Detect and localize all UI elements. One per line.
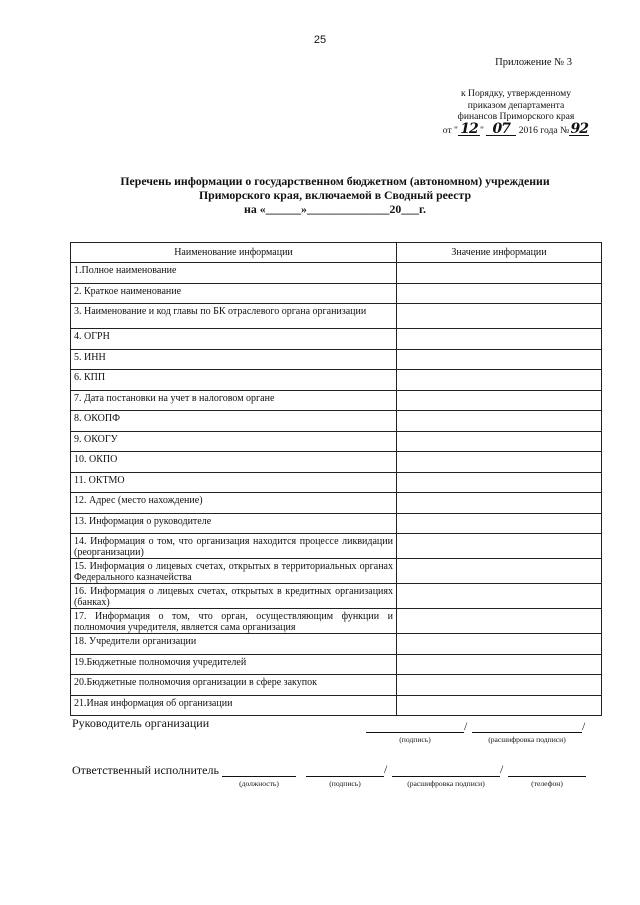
info-name-cell: 5. ИНН xyxy=(71,349,397,370)
head-label: Руководитель организации xyxy=(72,716,210,730)
info-name-cell: 14. Информация о том, что организация находится процессе ликвидации (реорганизации) xyxy=(71,534,397,559)
table-row xyxy=(71,634,602,655)
table-row xyxy=(71,654,602,675)
head-slash-1: / xyxy=(464,719,468,733)
info-value-cell[interactable] xyxy=(397,283,602,304)
info-name-cell: 1.Полное наименование xyxy=(71,263,397,284)
executor-signature-caption: (подпись) xyxy=(329,779,361,788)
table-row xyxy=(71,329,602,350)
executor-position-caption: (должность) xyxy=(239,779,279,788)
table-row xyxy=(71,283,602,304)
info-value-cell[interactable] xyxy=(397,431,602,452)
table-header-row xyxy=(71,243,602,263)
info-name-cell: 3. Наименование и код главы по БК отраслевого органа организации xyxy=(71,304,397,329)
approval-date-sep: " xyxy=(479,124,484,136)
executor-slash-1: / xyxy=(384,762,388,776)
info-value-cell[interactable] xyxy=(397,263,602,284)
info-value-cell[interactable] xyxy=(397,452,602,473)
executor-position-line[interactable] xyxy=(222,776,296,777)
head-decoding-caption: (расшифровка подписи) xyxy=(488,735,566,744)
executor-label: Ответственный исполнитель xyxy=(72,763,219,777)
info-name-cell: 18. Учредители организации xyxy=(71,634,397,655)
head-decoding-line[interactable] xyxy=(472,732,582,733)
approval-date-line xyxy=(440,120,592,137)
info-name-cell: 20.Бюджетные полномочия организации в сфере закупок xyxy=(71,675,397,696)
info-value-cell[interactable] xyxy=(397,329,602,350)
info-value-cell[interactable] xyxy=(397,654,602,675)
table-row xyxy=(71,513,602,534)
info-value-cell[interactable] xyxy=(397,513,602,534)
info-name-cell: 16. Информация о лицевых счетах, открытых в кредитных организациях (банках) xyxy=(71,584,397,609)
header-info-value: Значение информации xyxy=(397,243,602,263)
executor-slash-2: / xyxy=(500,762,504,776)
head-signature-caption: (подпись) xyxy=(399,735,431,744)
approval-month: 07 xyxy=(486,123,516,136)
approval-year: 2016 года № xyxy=(518,124,570,136)
info-name-cell: 2. Краткое наименование xyxy=(71,283,397,304)
table-row xyxy=(71,411,602,432)
info-name-cell: 15. Информация о лицевых счетах, открытых в территориальных органах Федерального казначейства xyxy=(71,559,397,584)
info-value-cell[interactable] xyxy=(397,370,602,391)
info-name-cell: 7. Дата постановки на учет в налоговом органе xyxy=(71,390,397,411)
info-name-cell: 4. ОГРН xyxy=(71,329,397,350)
info-name-cell: 11. ОКТМО xyxy=(71,472,397,493)
approval-number: 92 xyxy=(570,120,588,137)
executor-signature-line[interactable] xyxy=(306,776,384,777)
table-row xyxy=(71,263,602,284)
info-value-cell[interactable] xyxy=(397,559,602,584)
document-title xyxy=(110,174,560,216)
approval-line-2: приказом департамента xyxy=(467,99,565,111)
executor-phone-line[interactable] xyxy=(508,776,586,777)
info-value-cell[interactable] xyxy=(397,411,602,432)
info-value-cell[interactable] xyxy=(397,390,602,411)
info-name-cell: 12. Адрес (место нахождение) xyxy=(71,493,397,514)
approval-block xyxy=(440,88,592,136)
table-row xyxy=(71,675,602,696)
info-name-cell: 8. ОКОПФ xyxy=(71,411,397,432)
info-value-cell[interactable] xyxy=(397,675,602,696)
head-slash-2: / xyxy=(582,719,586,733)
table-row xyxy=(71,349,602,370)
table-row xyxy=(71,390,602,411)
info-value-cell[interactable] xyxy=(397,349,602,370)
table-row xyxy=(71,370,602,391)
information-table xyxy=(70,242,602,716)
table-row xyxy=(71,472,602,493)
table-row xyxy=(71,431,602,452)
info-name-cell: 13. Информация о руководителе xyxy=(71,513,397,534)
approval-date-prefix: от " xyxy=(442,124,458,136)
approval-line-1: к Порядку, утвержденному xyxy=(460,88,572,99)
header-info-name: Наименование информации xyxy=(71,243,397,263)
info-name-cell: 6. КПП xyxy=(71,370,397,391)
table-row xyxy=(71,493,602,514)
title-line-2: Приморского края, включаемой в Сводный реестр xyxy=(198,188,472,202)
table-row xyxy=(71,304,602,329)
info-name-cell: 19.Бюджетные полномочия учредителей xyxy=(71,654,397,675)
info-name-cell: 9. ОКОГУ xyxy=(71,431,397,452)
table-row xyxy=(71,695,602,716)
executor-decoding-caption: (расшифровка подписи) xyxy=(407,779,485,788)
info-value-cell[interactable] xyxy=(397,609,602,634)
table-row xyxy=(71,584,602,609)
table-row xyxy=(71,559,602,584)
table-body xyxy=(71,263,602,716)
table-row xyxy=(71,609,602,634)
approval-day: 12 xyxy=(458,123,480,136)
head-signature-line[interactable] xyxy=(366,732,464,733)
title-line-1: Перечень информации о государственном бюджетном (автономном) учреждении xyxy=(120,174,550,188)
info-value-cell[interactable] xyxy=(397,304,602,329)
info-value-cell[interactable] xyxy=(397,472,602,493)
appendix-label: Приложение № 3 xyxy=(495,57,572,68)
info-name-cell: 10. ОКПО xyxy=(71,452,397,473)
info-name-cell: 21.Иная информация об организации xyxy=(71,695,397,716)
info-value-cell[interactable] xyxy=(397,534,602,559)
info-value-cell[interactable] xyxy=(397,493,602,514)
page-number: 25 xyxy=(313,34,327,46)
info-value-cell[interactable] xyxy=(397,584,602,609)
info-name-cell: 17. Информация о том, что орган, осуществляющим функции и полномочия учредителя, является сама организация xyxy=(71,609,397,634)
executor-phone-caption: (телефон) xyxy=(531,779,563,788)
executor-decoding-line[interactable] xyxy=(392,776,500,777)
info-value-cell[interactable] xyxy=(397,634,602,655)
title-date-line: на «______»______________20___г. xyxy=(244,202,426,216)
table-row xyxy=(71,452,602,473)
table-row xyxy=(71,534,602,559)
info-value-cell[interactable] xyxy=(397,695,602,716)
approval-line-3: финансов Приморского края xyxy=(457,111,575,122)
